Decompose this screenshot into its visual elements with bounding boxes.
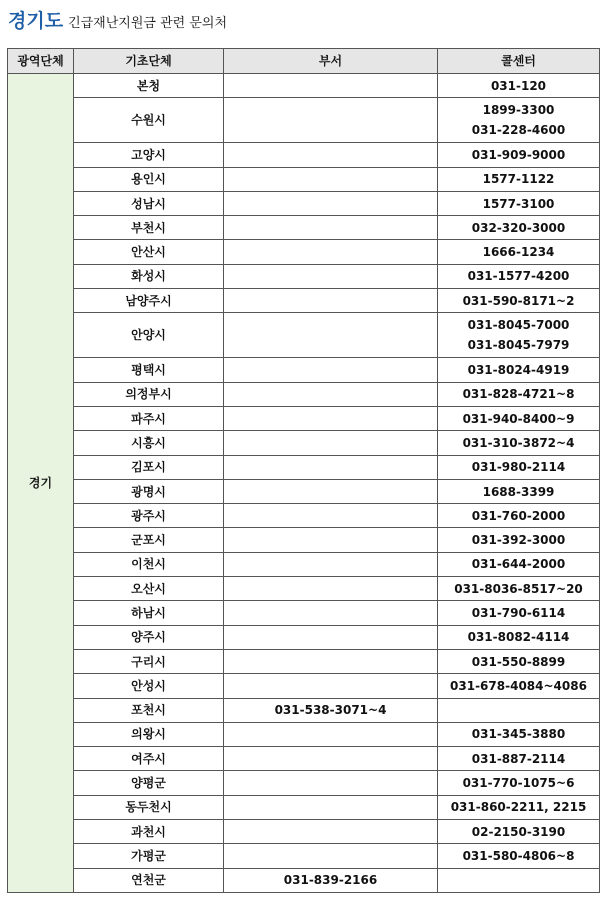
page-title <box>8 6 227 36</box>
table-row <box>8 98 600 143</box>
callcenter-number: 1577-1122 <box>482 172 555 187</box>
table-header <box>8 49 600 74</box>
municipality-cell: 의왕시 <box>74 722 224 746</box>
department-cell <box>224 216 438 240</box>
table-row <box>8 820 600 844</box>
department-cell <box>224 747 438 771</box>
callcenter-cell <box>438 240 600 264</box>
municipality-cell: 양주시 <box>74 625 224 649</box>
table-row <box>8 216 600 240</box>
callcenter-cell <box>438 98 600 143</box>
table-row <box>8 431 600 455</box>
callcenter-cell <box>438 504 600 528</box>
header-department: 부서 <box>224 49 438 74</box>
callcenter-number: 031-828-4721~8 <box>462 387 575 402</box>
table-row <box>8 455 600 479</box>
table-body <box>8 74 600 893</box>
municipality-cell: 남양주시 <box>74 289 224 313</box>
callcenter-number: 031-120 <box>490 78 547 93</box>
table-row <box>8 313 600 358</box>
callcenter-number: 1577-3100 <box>482 196 555 211</box>
municipality-cell: 포천시 <box>74 698 224 722</box>
municipality-cell: 성남시 <box>74 191 224 215</box>
callcenter-number: 031-8045-7000 <box>467 318 570 333</box>
department-cell <box>224 552 438 576</box>
table-row <box>8 240 600 264</box>
callcenter-cell <box>438 747 600 771</box>
municipality-cell: 동두천시 <box>74 795 224 819</box>
municipality-cell: 파주시 <box>74 406 224 430</box>
table-row <box>8 625 600 649</box>
department-cell: 031-839-2166 <box>224 868 438 892</box>
callcenter-cell <box>438 167 600 191</box>
municipality-cell: 가평군 <box>74 844 224 868</box>
callcenter-number: 031-8045-7979 <box>467 338 570 353</box>
callcenter-number: 031-590-8171~2 <box>462 293 575 308</box>
municipality-cell: 평택시 <box>74 358 224 382</box>
department-cell <box>224 820 438 844</box>
callcenter-number: 031-644-2000 <box>471 557 566 572</box>
department-cell <box>224 240 438 264</box>
callcenter-number: 031-228-4600 <box>471 123 566 138</box>
callcenter-number: 031-760-2000 <box>471 508 566 523</box>
callcenter-cell <box>438 313 600 358</box>
table-row <box>8 601 600 625</box>
table-row <box>8 552 600 576</box>
municipality-cell: 수원시 <box>74 98 224 143</box>
table-row <box>8 795 600 819</box>
table-row <box>8 479 600 503</box>
municipality-cell: 군포시 <box>74 528 224 552</box>
callcenter-number: 031-8036-8517~20 <box>454 581 583 596</box>
callcenter-number: 031-940-8400~9 <box>462 411 575 426</box>
department-cell <box>224 577 438 601</box>
title-description: 긴급재난지원금 관련 문의처 <box>68 16 228 31</box>
header-callcenter: 콜센터 <box>438 49 600 74</box>
callcenter-cell <box>438 264 600 288</box>
department-cell <box>224 74 438 98</box>
table-row <box>8 382 600 406</box>
table-row <box>8 868 600 892</box>
department-cell <box>224 674 438 698</box>
department-cell <box>224 406 438 430</box>
department-cell <box>224 771 438 795</box>
municipality-cell: 안성시 <box>74 674 224 698</box>
callcenter-cell <box>438 382 600 406</box>
municipality-cell: 김포시 <box>74 455 224 479</box>
province-cell: 경기 <box>8 74 74 893</box>
callcenter-cell <box>438 191 600 215</box>
department-cell <box>224 601 438 625</box>
callcenter-number: 031-678-4084~4086 <box>450 678 587 693</box>
table-row <box>8 674 600 698</box>
municipality-cell: 연천군 <box>74 868 224 892</box>
department-cell <box>224 191 438 215</box>
municipality-cell: 시흥시 <box>74 431 224 455</box>
table-row <box>8 358 600 382</box>
municipality-cell: 양평군 <box>74 771 224 795</box>
callcenter-number: 031-550-8899 <box>471 654 566 669</box>
callcenter-number: 1688-3399 <box>482 484 555 499</box>
table-row <box>8 722 600 746</box>
callcenter-number: 031-8082-4114 <box>467 630 570 645</box>
municipality-cell: 과천시 <box>74 820 224 844</box>
callcenter-cell <box>438 143 600 167</box>
callcenter-number: 02-2150-3190 <box>471 824 566 839</box>
table-row <box>8 143 600 167</box>
callcenter-cell <box>438 601 600 625</box>
callcenter-cell <box>438 771 600 795</box>
table-row <box>8 264 600 288</box>
municipality-cell: 여주시 <box>74 747 224 771</box>
callcenter-number: 031-8024-4919 <box>467 363 570 378</box>
callcenter-cell <box>438 358 600 382</box>
callcenter-number: 031-790-6114 <box>471 605 566 620</box>
callcenter-cell <box>438 649 600 673</box>
callcenter-number: 1899-3300 <box>482 103 555 118</box>
header-province: 광역단체 <box>8 49 74 74</box>
table-row <box>8 74 600 98</box>
callcenter-cell <box>438 289 600 313</box>
table-row <box>8 747 600 771</box>
municipality-cell: 부천시 <box>74 216 224 240</box>
department-cell <box>224 382 438 406</box>
callcenter-number: 031-770-1075~6 <box>462 776 575 791</box>
department-cell <box>224 504 438 528</box>
callcenter-cell <box>438 674 600 698</box>
municipality-cell: 안양시 <box>74 313 224 358</box>
department-cell <box>224 98 438 143</box>
callcenter-cell <box>438 577 600 601</box>
callcenter-number: 031-580-4806~8 <box>462 848 575 863</box>
callcenter-number: 031-310-3872~4 <box>462 435 575 450</box>
department-cell <box>224 358 438 382</box>
callcenter-cell <box>438 625 600 649</box>
table-row <box>8 577 600 601</box>
callcenter-cell <box>438 795 600 819</box>
department-cell <box>224 313 438 358</box>
department-cell <box>224 844 438 868</box>
table-row <box>8 504 600 528</box>
callcenter-number: 031-392-3000 <box>471 533 566 548</box>
municipality-cell: 화성시 <box>74 264 224 288</box>
callcenter-number: 031-345-3880 <box>471 727 566 742</box>
table-row <box>8 289 600 313</box>
municipality-cell: 오산시 <box>74 577 224 601</box>
table-row <box>8 844 600 868</box>
municipality-cell: 안산시 <box>74 240 224 264</box>
callcenter-number: 031-909-9000 <box>471 147 566 162</box>
callcenter-number: 031-860-2211, 2215 <box>450 800 587 815</box>
department-cell <box>224 528 438 552</box>
callcenter-number: 1666-1234 <box>482 245 555 260</box>
municipality-cell: 본청 <box>74 74 224 98</box>
department-cell <box>224 722 438 746</box>
callcenter-cell <box>438 844 600 868</box>
header-municipality: 기초단체 <box>74 49 224 74</box>
callcenter-cell <box>438 479 600 503</box>
department-cell <box>224 625 438 649</box>
department-cell <box>224 479 438 503</box>
department-cell <box>224 649 438 673</box>
municipality-cell: 광명시 <box>74 479 224 503</box>
municipality-cell: 고양시 <box>74 143 224 167</box>
municipality-cell: 용인시 <box>74 167 224 191</box>
callcenter-cell <box>438 455 600 479</box>
callcenter-number: 031-887-2114 <box>471 751 566 766</box>
table-row <box>8 649 600 673</box>
callcenter-cell <box>438 431 600 455</box>
callcenter-number: 031-1577-4200 <box>467 269 570 284</box>
callcenter-number: 032-320-3000 <box>471 220 566 235</box>
callcenter-cell <box>438 74 600 98</box>
callcenter-cell <box>438 552 600 576</box>
title-region: 경기도 <box>8 10 64 32</box>
department-cell: 031-538-3071~4 <box>224 698 438 722</box>
table-row <box>8 698 600 722</box>
callcenter-cell <box>438 406 600 430</box>
callcenter-cell <box>438 216 600 240</box>
department-cell <box>224 289 438 313</box>
callcenter-cell <box>438 868 600 892</box>
municipality-cell: 이천시 <box>74 552 224 576</box>
table-row <box>8 406 600 430</box>
callcenter-number: 031-980-2114 <box>471 460 566 475</box>
callcenter-cell <box>438 722 600 746</box>
municipality-cell: 구리시 <box>74 649 224 673</box>
table-row <box>8 167 600 191</box>
department-cell <box>224 431 438 455</box>
table-row <box>8 528 600 552</box>
contact-table <box>7 48 600 893</box>
department-cell <box>224 795 438 819</box>
municipality-cell: 광주시 <box>74 504 224 528</box>
header-row <box>8 49 600 74</box>
department-cell <box>224 455 438 479</box>
municipality-cell: 의정부시 <box>74 382 224 406</box>
callcenter-cell <box>438 698 600 722</box>
department-cell <box>224 167 438 191</box>
department-cell <box>224 264 438 288</box>
department-cell <box>224 143 438 167</box>
municipality-cell: 하남시 <box>74 601 224 625</box>
table-row <box>8 191 600 215</box>
callcenter-cell <box>438 820 600 844</box>
table-row <box>8 771 600 795</box>
callcenter-cell <box>438 528 600 552</box>
